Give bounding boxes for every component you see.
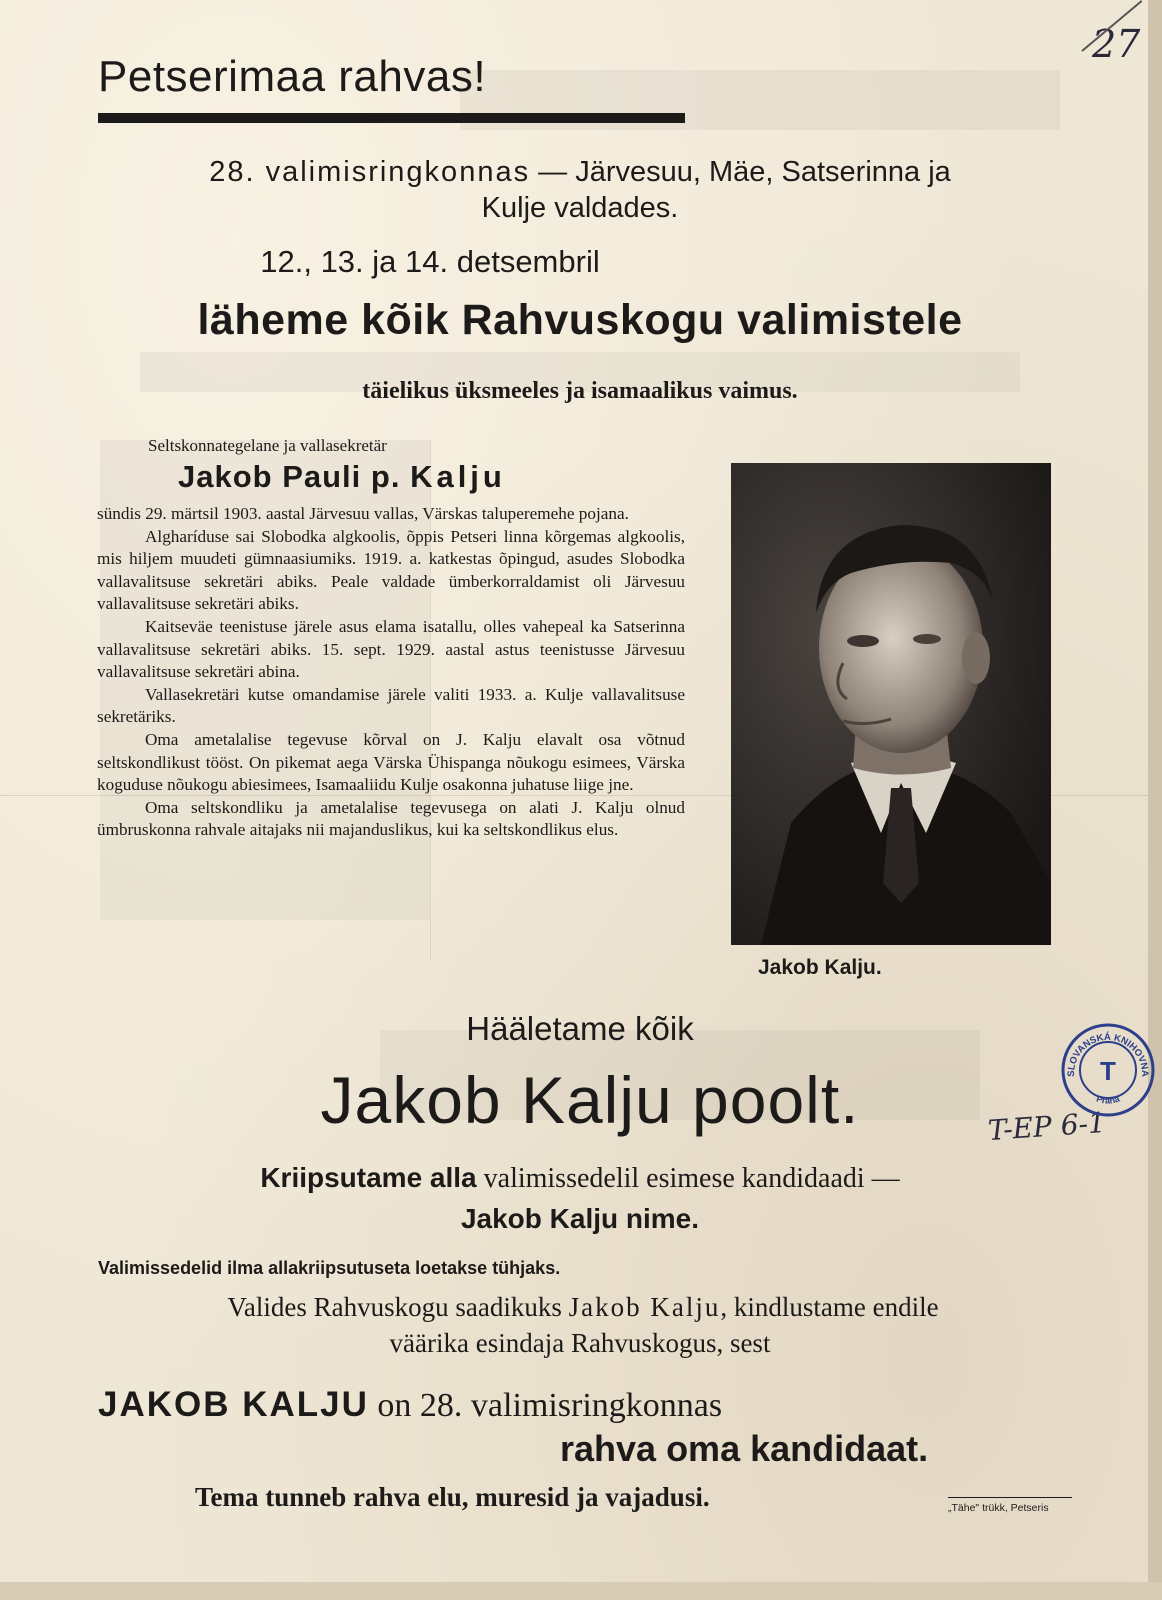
underline-name: Jakob Kalju nime. [460,1203,700,1234]
paper-edge-right [1148,0,1162,1600]
electing-line-2: väärika esindaja Rahvuskogus, sest [389,1328,771,1358]
electing-part2: , kindlustame endile [720,1292,939,1322]
kalju-caps: JAKOB KALJU [98,1385,369,1424]
underline-rest: valimissedelil esimese kandidaadi — [476,1163,900,1194]
candidate-name-first: Jakob Pauli p. [178,459,411,494]
headline: Petserimaa rahvas! [98,52,487,101]
portrait-image [731,463,1051,945]
paper-edge-bottom [0,1582,1162,1600]
portrait-caption: Jakob Kalju. [758,956,882,979]
bio-paragraph: Algharíduse sai Slobodka algkoolis, õppis Petseri linna kõrgemas algkoolis, mis hiljem muudeti gümnaasiumiks. 1919. a. katkestas õpingud, asudes Slobodka vallavalitsuse sekretäri abiks. Peale valdade ümberkorraldamist oli Järvesuu vallavalitsuse sekretäri abiks. [97,526,685,614]
electing-line-1 [98,1292,1068,1323]
library-stamp [1060,1022,1156,1118]
stamp-letter: T [1100,1056,1116,1086]
printer-imprint: „Tähe" trükk, Petseris [948,1502,1049,1514]
underline-instruction [120,1162,1040,1195]
stamp-text-top: SLOVANSKÁ KNIHOVNA [1065,1031,1151,1077]
closing-line: Tema tunneb rahva elu, muresid ja vajadusi. [195,1482,710,1512]
handwritten-shelfmark: T-EP 6-1 [986,1105,1107,1148]
kalju-rest: on 28. valimisringkonnas [368,1387,723,1424]
call-subtitle: täielikus üksmeeles ja isamaalikus vaimus. [362,378,798,404]
underline-bold: Kriipsutame alla [260,1162,477,1193]
invalid-ballot-note: Valimissedelid ilma allakriipsutuseta loetakse tühjaks. [98,1258,561,1278]
candidate-portrait [731,463,1051,945]
svg-text:Praha [1095,1093,1122,1105]
district-prefix: 28. valimisringkonnas [209,156,531,188]
bio-paragraph: Oma ametalalise tegevuse kõrval on J. Kalju elavalt osa võtnud seltskondlikust tööst. On pikemat aega Värska Ühispanga nõukogu esimees, Värska koguduse nõukogu abiesimees, Isamaaliidu Kulje osakonna juhatuse liige jne. [97,729,685,795]
district-rest: — Järvesuu, Mäe, Satserinna ja [530,156,951,188]
call-to-vote: läheme kõik Rahvuskogu valimistele [197,296,963,344]
election-dates: 12., 13. ja 14. detsembril [260,244,600,279]
vote-line-2: Jakob Kalju poolt. [320,1063,860,1137]
candidate-bio [97,503,685,842]
electing-part1: Valides Rahvuskogu saadikuks [227,1292,569,1322]
bio-paragraph: Vallasekretäri kutse omandamise järele valiti 1933. a. Kulje vallavalitsuse sekretäriks. [97,684,685,727]
stamp-text-bottom: Praha [1095,1093,1121,1106]
own-candidate: rahva oma kandidaat. [560,1428,929,1469]
candidate-role: Seltskonnategelane ja vallasekretär [148,436,387,455]
stamp-icon [1060,1022,1156,1118]
kalju-statement [98,1385,722,1425]
electing-name: Jakob Kalju [568,1292,721,1322]
handwritten-page-number: 27 [1092,22,1141,66]
headline-rule [98,113,685,123]
candidate-name [178,459,506,495]
bio-paragraph: Oma seltskondliku ja ametalalise tegevusega on alati J. Kalju olnud ümbruskonna rahvale aitajaks nii majanduslikus, kui ka seltskondlikus elus. [97,797,685,840]
bio-paragraph: sündis 29. märtsil 1903. aastal Järvesuu vallas, Värskas taluperemehe pojana. [97,504,629,523]
printer-rule [948,1497,1072,1498]
vote-line-1: Hääletame kõik [466,1010,694,1047]
district-line2: Kulje valdades. [481,192,679,224]
bio-paragraph: Kaitseväe teenistuse järele asus elama isatallu, olles vahepeal ka Satserinna vallavalitsuse sekretäri abiks. 15. sept. 1929. aastal astus teenistusse Järvesuu vallavalitsuse sekretäri abina. [97,616,685,682]
candidate-name-surname: Kalju [410,459,506,494]
district-text [60,154,1100,226]
